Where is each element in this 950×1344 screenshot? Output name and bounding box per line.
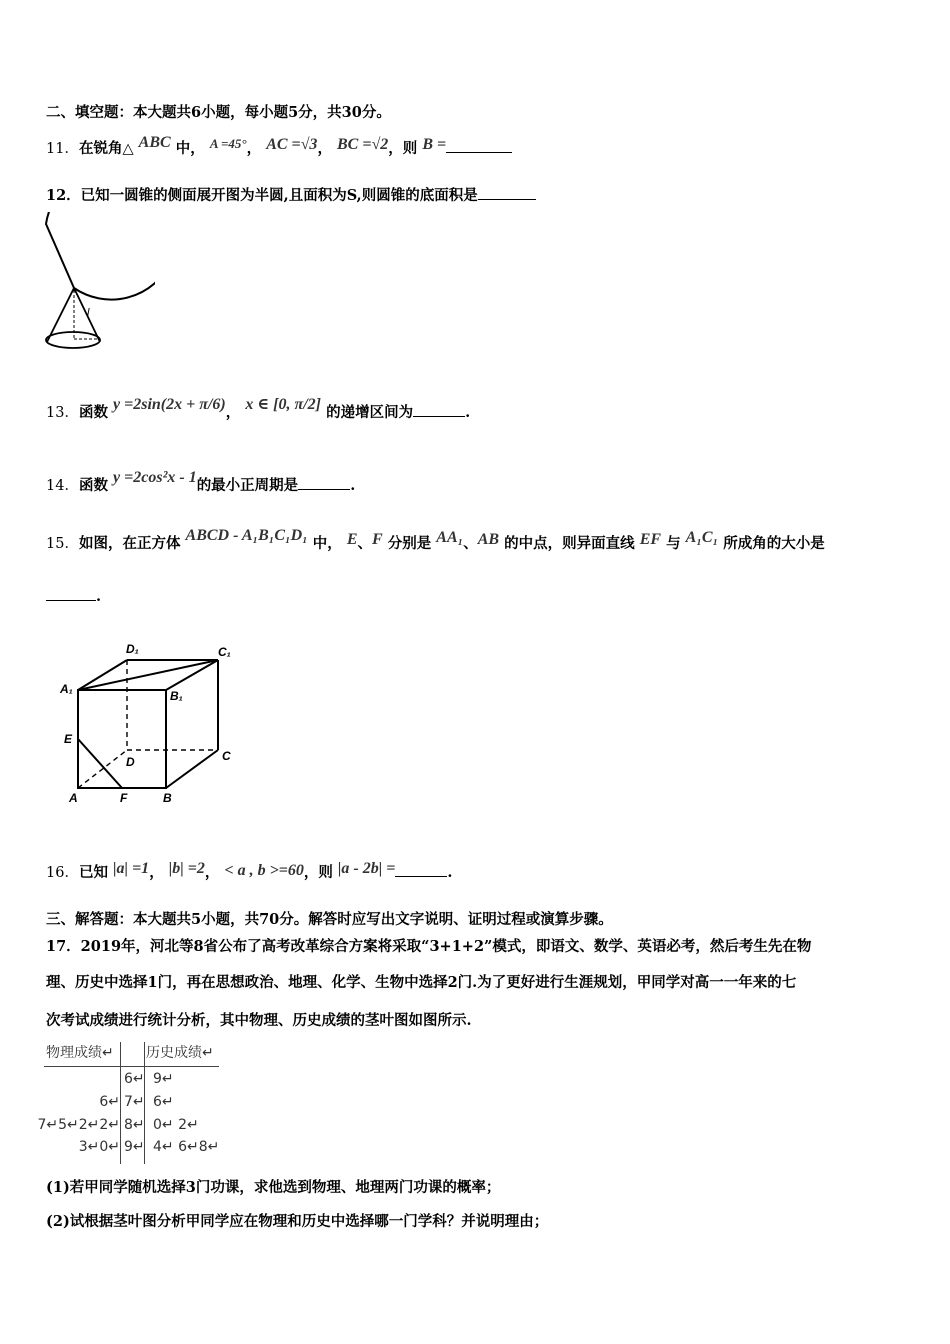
q11-text-1: 在锐角△ — [78, 140, 134, 157]
q11-number: 11． — [46, 141, 79, 157]
q16-math-a: |a| =1 — [113, 860, 150, 877]
edge-b1c1 — [166, 660, 218, 690]
q16-number: 16． — [46, 865, 79, 881]
history-leaves-row-4: 4↵ 6↵8↵ — [153, 1139, 220, 1155]
q15-text-6: 的中点，则异面直线 — [504, 535, 635, 552]
q15-math-f: F — [372, 531, 383, 548]
label-d1: D₁ — [126, 642, 139, 656]
question-11 — [46, 134, 512, 160]
physics-leaves-row-3: 7↵5↵2↵2↵ — [37, 1117, 120, 1133]
header-divider — [44, 1066, 219, 1067]
q17-line-2: 理、历史中选择1门，再在思想政治、地理、化学、生物中选择2门.为了更好进行生涯规划，甲同学对高一一年来的七 — [46, 974, 797, 991]
left-stem-divider — [120, 1042, 121, 1164]
q17-subquestion-2: (2)试根据茎叶图分析甲同学应在物理和历史中选择哪一门学科？并说明理由； — [46, 1213, 549, 1230]
q15-text-8: 所成角的大小是 — [723, 535, 825, 552]
label-a1: A₁ — [60, 682, 73, 696]
q14-text-1: 函数 — [78, 477, 108, 494]
q11-answer-blank[interactable] — [446, 138, 512, 153]
question-13 — [46, 396, 471, 424]
semicircle-development — [46, 212, 155, 300]
q15-math-cube: ABCD - A₁B₁C₁D₁ — [185, 527, 308, 544]
q13-math-function: y =2sin(2x + π/6) — [113, 396, 226, 413]
q17-line-3: 次考试成绩进行统计分析，其中物理、历史成绩的茎叶图如图所示. — [46, 1012, 472, 1029]
edge-ad-hidden — [78, 750, 127, 788]
q16-period: . — [447, 864, 453, 881]
cone-base — [46, 332, 100, 348]
history-leaves-row-2: 6↵ — [153, 1094, 174, 1110]
q16-math-expression: |a - 2b| = — [337, 860, 396, 877]
q14-number: 14． — [46, 478, 79, 494]
q12-answer-blank[interactable] — [478, 185, 536, 200]
edge-bc — [166, 750, 218, 788]
q12-text: 12．已知一圆锥的侧面展开图为半圆,且面积为S,则圆锥的底面积是 — [46, 187, 478, 204]
q16-text-1: 已知 — [78, 864, 108, 881]
q16-answer-blank[interactable] — [395, 862, 447, 877]
q16-math-angle: < a , b >=60 — [224, 862, 304, 879]
q15-text-1: 如图，在正方体 — [78, 535, 181, 552]
q17-subquestion-1: (1)若甲同学随机选择3门功课，求他选到物理、地理两门功课的概率； — [46, 1179, 501, 1196]
section-3-header: 三、解答题：本大题共5小题，共70分。解答时应写出文字说明、证明过程或演算步骤。 — [46, 911, 613, 928]
q15-text-4: 分别是 — [387, 535, 432, 552]
label-c1: C₁ — [218, 645, 231, 659]
label-f: F — [120, 791, 128, 805]
stem-row-4: 9↵ — [124, 1139, 145, 1155]
segment-a1c1 — [78, 660, 218, 690]
q13-answer-blank[interactable] — [413, 402, 465, 417]
q13-period: . — [465, 404, 471, 421]
stem-row-1: 6↵ — [124, 1071, 145, 1087]
q14-text-2: 的最小正周期是 — [196, 477, 299, 494]
q15-text-5: 、 — [463, 535, 478, 552]
q11-math-bc: BC =√2 — [337, 136, 389, 153]
q15-answer-blank[interactable] — [46, 586, 96, 601]
physics-leaves-row-4: 3↵0↵ — [78, 1139, 120, 1155]
q11-text-3: ， — [246, 140, 262, 157]
q15-math-e: E — [346, 531, 358, 548]
q11-text-4: ， — [317, 140, 332, 157]
q16-text-3: ， — [204, 864, 220, 881]
stem-row-3: 8↵ — [124, 1117, 145, 1133]
q14-math-function: y =2cos²x - 1 — [113, 469, 197, 486]
physics-leaves-row-2: 6↵ — [99, 1094, 120, 1110]
history-header: 历史成绩↵ — [146, 1045, 214, 1061]
stem-leaf-plot — [37, 1042, 224, 1167]
q15-math-ab: AB — [477, 531, 500, 548]
q11-math-triangle: ABC — [138, 134, 171, 151]
question-15 — [46, 527, 825, 555]
cone-slant-label: l — [87, 307, 90, 319]
label-e: E — [64, 732, 73, 746]
question-16 — [46, 862, 452, 884]
q13-text-2: ， — [225, 404, 241, 421]
q15-number: 15． — [46, 536, 79, 552]
q17-line-1: 17．2019年，河北等8省公布了高考改革综合方案将采取“3+1+2”模式，即语文、数学、英语必考，然后考生先在物 — [46, 938, 812, 955]
cone-figure — [40, 212, 155, 357]
q15-text-7: 与 — [666, 535, 681, 552]
q16-text-2: ， — [149, 864, 164, 881]
question-12 — [46, 185, 536, 207]
q13-text-1: 函数 — [78, 404, 108, 421]
label-a: A — [69, 791, 78, 805]
label-b1: B₁ — [170, 689, 183, 703]
history-leaves-row-1: 9↵ — [153, 1071, 174, 1087]
physics-header: 物理成绩↵ — [46, 1045, 114, 1061]
q16-text-4: ，则 — [303, 864, 333, 881]
q15-text-3: 、 — [357, 535, 372, 552]
q14-period: . — [350, 477, 356, 494]
history-leaves-row-3: 0↵ 2↵ — [153, 1117, 199, 1133]
label-c: C — [222, 749, 231, 763]
q11-math-b: B = — [422, 136, 447, 153]
label-b: B — [163, 791, 172, 805]
cube-figure — [60, 640, 245, 805]
q11-text-5: ，则 — [388, 140, 418, 157]
segment-ef — [78, 739, 122, 788]
cone-left-edge — [47, 288, 74, 342]
stem-row-2: 7↵ — [124, 1094, 145, 1110]
q14-answer-blank[interactable] — [298, 475, 350, 490]
q15-continuation — [46, 586, 101, 608]
q13-text-3: 的递增区间为 — [326, 404, 414, 421]
q11-text-2: 中， — [175, 140, 205, 157]
front-face — [78, 690, 166, 788]
q15-math-ef: EF — [639, 531, 662, 548]
q15-math-aa1: AA₁ — [436, 529, 464, 546]
q11-math-ac: AC =√3 — [266, 136, 318, 153]
q11-math-angle: A =45° — [209, 136, 247, 151]
section-2-header: 二、填空题：本大题共6小题，每小题5分，共30分。 — [46, 104, 391, 121]
q15-text-2: 中， — [312, 535, 342, 552]
q13-math-domain: x ∈ [0, π/2] — [245, 396, 322, 413]
label-d: D — [126, 755, 135, 769]
q16-math-b: |b| =2 — [168, 860, 205, 877]
q13-number: 13． — [46, 405, 79, 421]
q15-math-a1c1: A₁C₁ — [685, 529, 719, 546]
question-14 — [46, 469, 356, 497]
q15-period: . — [96, 588, 102, 605]
